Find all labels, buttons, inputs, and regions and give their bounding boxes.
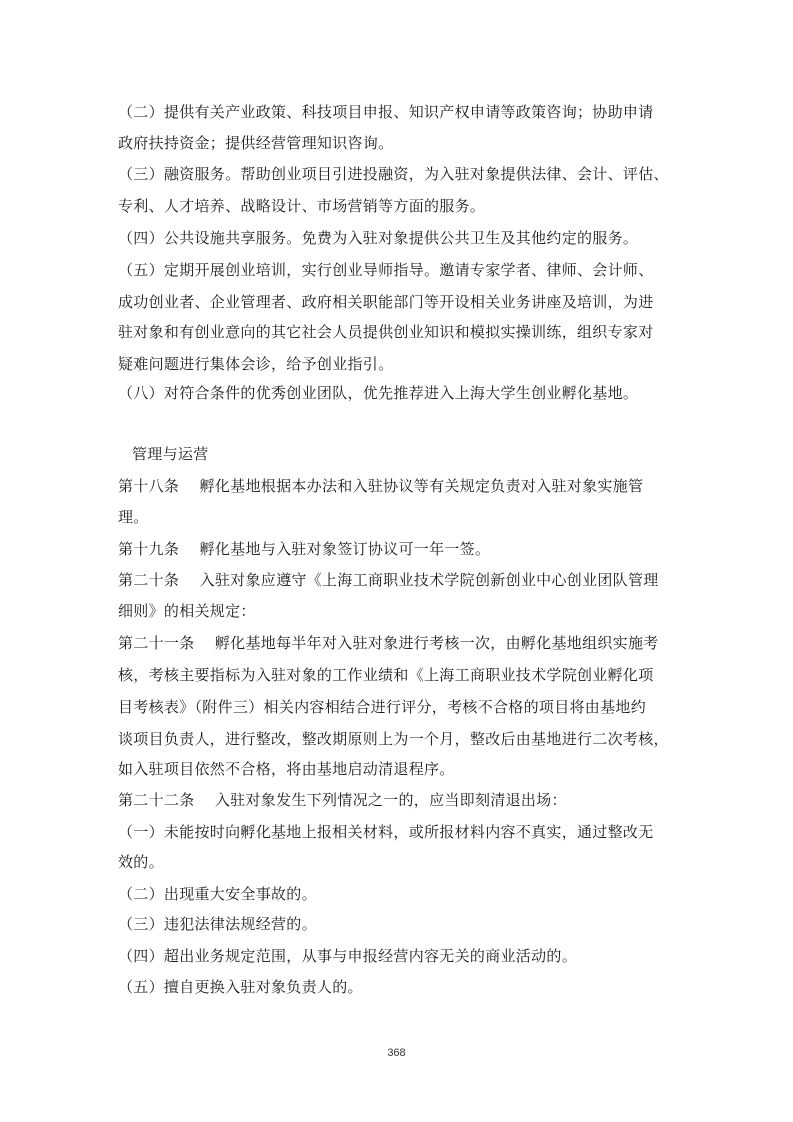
text-line: （三）融资服务。帮助创业项目引进投融资，为入驻对象提供法律、会计、评估、 <box>118 165 669 183</box>
text-line: 第十八条 孵化基地根据本办法和入驻协议等有关规定负责对入驻对象实施管 <box>118 477 644 495</box>
text-line: （一）未能按时向孵化基地上报相关材料，或所报材料内容不真实，通过整改无 <box>118 823 654 841</box>
text-line: 谈项目负责人，进行整改，整改期原则上为一个月，整改后由基地进行二次考核， <box>118 730 669 748</box>
text-line: 第二十条 入驻对象应遵守《上海工商职业技术学院创新创业中心创业团队管理 <box>118 571 659 589</box>
text-line: 驻对象和有创业意向的其它社会人员提供创业知识和模拟实操训练，组织专家对 <box>118 323 654 341</box>
text-line: （三）违犯法律法规经营的。 <box>118 915 317 933</box>
section-heading: 管理与运营 <box>132 445 209 463</box>
text-line: 细则》的相关规定： <box>118 602 256 620</box>
text-line: （四）超出业务规定范围，从事与申报经营内容无关的商业活动的。 <box>118 947 578 965</box>
text-line: （四）公共设施共享服务。免费为入驻对象提供公共卫生及其他约定的服务。 <box>118 229 639 247</box>
text-line: 核，考核主要指标为入驻对象的工作业绩和《上海工商职业技术学院创业孵化项 <box>118 666 654 684</box>
text-line: 第二十一条 孵化基地每半年对入驻对象进行考核一次，由孵化基地组织实施考 <box>118 634 659 652</box>
text-line: 政府扶持资金；提供经营管理知识咨询。 <box>118 134 394 152</box>
text-line: 专利、人才培养、战略设计、市场营销等方面的服务。 <box>118 197 486 215</box>
text-line: 第十九条 孵化基地与入驻对象签订协议可一年一签。 <box>118 540 491 558</box>
text-line: （五）擅自更换入驻对象负责人的。 <box>118 978 363 996</box>
text-line: 疑难问题进行集体会诊，给予创业指引。 <box>118 355 394 373</box>
text-line: （二）出现重大安全事故的。 <box>118 885 317 903</box>
text-line: 如入驻项目依然不合格，将由基地启动清退程序。 <box>118 760 455 778</box>
text-line: 第二十二条 入驻对象发生下列情况之一的，应当即刻清退出场： <box>118 791 567 809</box>
text-line: （二）提供有关产业政策、科技项目申报、知识产权申请等政策咨询；协助申请 <box>118 103 654 121</box>
text-line: 成功创业者、企业管理者、政府相关职能部门等开设相关业务讲座及培训，为进 <box>118 293 654 311</box>
text-line: （八）对符合条件的优秀创业团队，优先推荐进入上海大学生创业孵化基地。 <box>118 384 639 402</box>
text-line: （五）定期开展创业培训，实行创业导师指导。邀请专家学者、律师、会计师、 <box>118 261 654 279</box>
text-line: 目考核表》（附件三）相关内容相结合进行评分，考核不合格的项目将由基地约 <box>118 698 647 716</box>
text-line: 理。 <box>118 508 149 526</box>
page-number: 368 <box>387 1047 406 1059</box>
text-line: 效的。 <box>118 853 164 871</box>
